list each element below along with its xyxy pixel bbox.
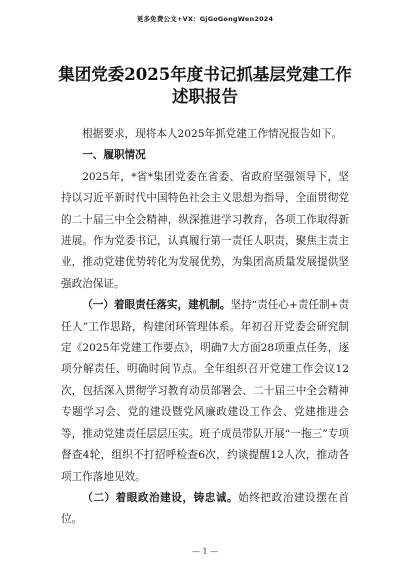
subsection-1 [61,295,349,488]
intro-paragraph: 根据要求，现将本人2025年抓党建工作情况报告如下。 [82,128,343,140]
subsection-1-body: 坚持“责任心+责任制+责任人”工作思路，构建闭环管理体系。年初召开党委会研究制定《2025年党建工作要点》，明确7大方面28项重点任务，逐项分解责任、明确时间节点。全年组织召开党建工作会议12次，包括深入贯彻学习教育动员部署会、二十届三中全会精神专题学习会、党的建设暨党风廉政建设工作会、党建推进会等，推动党建责任层层压实。班子成员带队开展“一拖三”专项督查4轮，组织不打招呼检查6次，约谈提醒12人次，推动各项工作落地见效。 [61,299,350,483]
subsection-2 [61,488,349,531]
document-title [40,64,370,108]
title-line-1: 集团党委2025年度书记抓基层党建工作 [58,65,352,84]
page-number: — 1 — [191,547,219,556]
section-heading-1: 一、履职情况 [82,149,146,162]
subsection-1-heading: （一）着眼责任落实，建机制。 [82,299,231,312]
title-line-2: 述职报告 [172,87,238,106]
subsection-2-heading: （二）着眼政治建设，铸忠诚。 [82,491,239,504]
paragraph-1: 2025年，*省*集团党委在省委、省政府坚强领导下，坚持以习近平新时代中国特色社会主义思想为指导，全面贯彻党的二十届三中全会精神，纵深推进学习教育，各项工作取得新进展。作为党委书记，认真履行第一责任人职责，聚焦主责主业，推动党建优势转化为发展优势，为集团高质量发展提供坚强政治保证。 [61,170,349,290]
header-note: 更多免费公文+VX：GjGoGongWen2024 [136,15,274,23]
document-body [61,124,349,531]
subsection-2-body: 始终把政治建设摆在首位。 [61,491,350,526]
